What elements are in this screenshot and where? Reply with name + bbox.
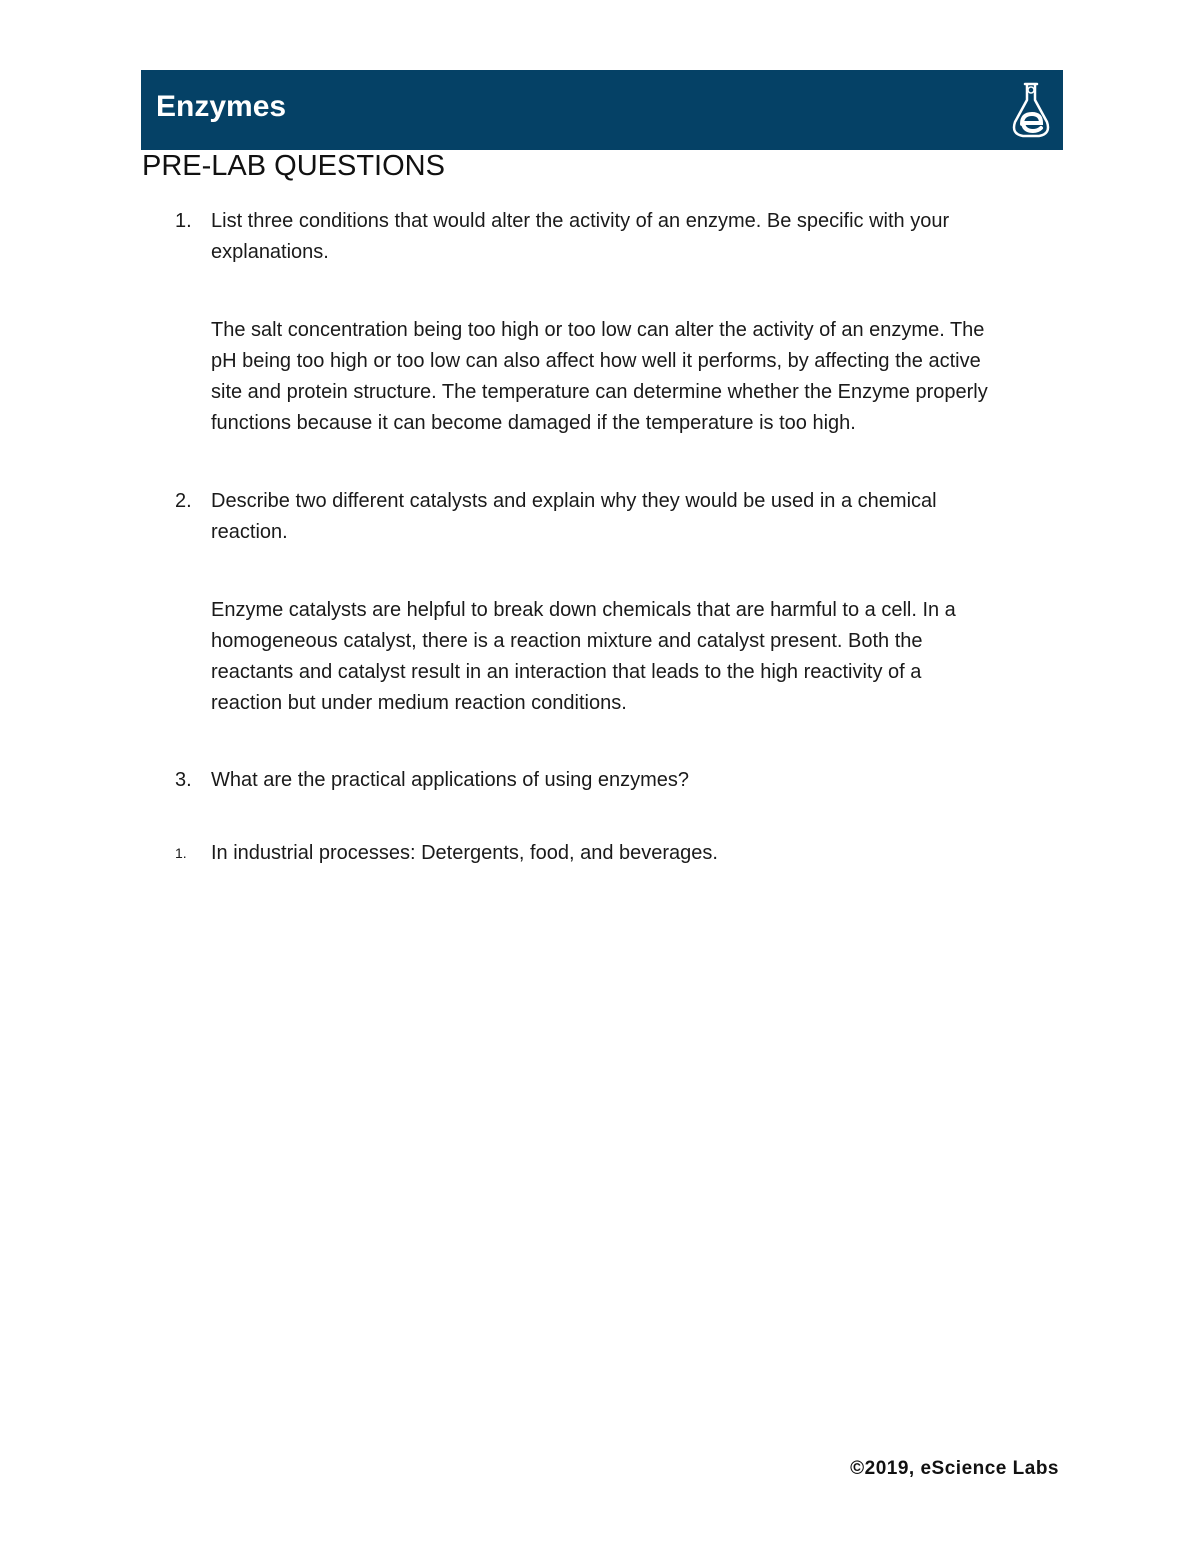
question-number: 2.	[175, 490, 192, 512]
question-text: What are the practical applications of using enzymes?	[211, 769, 690, 791]
footer-copyright: ©2019, eScience Labs	[850, 1458, 1059, 1479]
header-bar	[141, 70, 1063, 150]
escience-flask-logo-icon	[1007, 78, 1055, 142]
answer-text: Enzyme catalysts are helpful to break down chemicals that are harmful to a cell. In a homogeneous catalyst, there is a reaction mixture and catalyst present. Both the reactants and catalyst result in an interaction that leads to the high reactivity of a reaction but under medium reaction conditions.	[211, 599, 956, 714]
page-title: Enzymes	[156, 90, 287, 123]
question-text: List three conditions that would alter the activity of an enzyme. Be specific with your explanations.	[211, 210, 950, 263]
question-number: 3.	[175, 769, 192, 791]
question-text: Describe two different catalysts and explain why they would be used in a chemical reaction.	[211, 490, 937, 543]
question-number: 1.	[175, 210, 192, 232]
section-title: PRE-LAB QUESTIONS	[142, 150, 445, 182]
answer-list-item: In industrial processes: Detergents, food, and beverages.	[211, 842, 718, 864]
answer-text: The salt concentration being too high or too low can alter the activity of an enzyme. The pH being too high or too low can also affect how well it performs, by affecting the active site and protein structure. The temperature can determine whether the Enzyme properly functions because it can become damaged if the temperature is too high.	[211, 319, 988, 434]
answer-list-number: 1.	[175, 845, 187, 861]
